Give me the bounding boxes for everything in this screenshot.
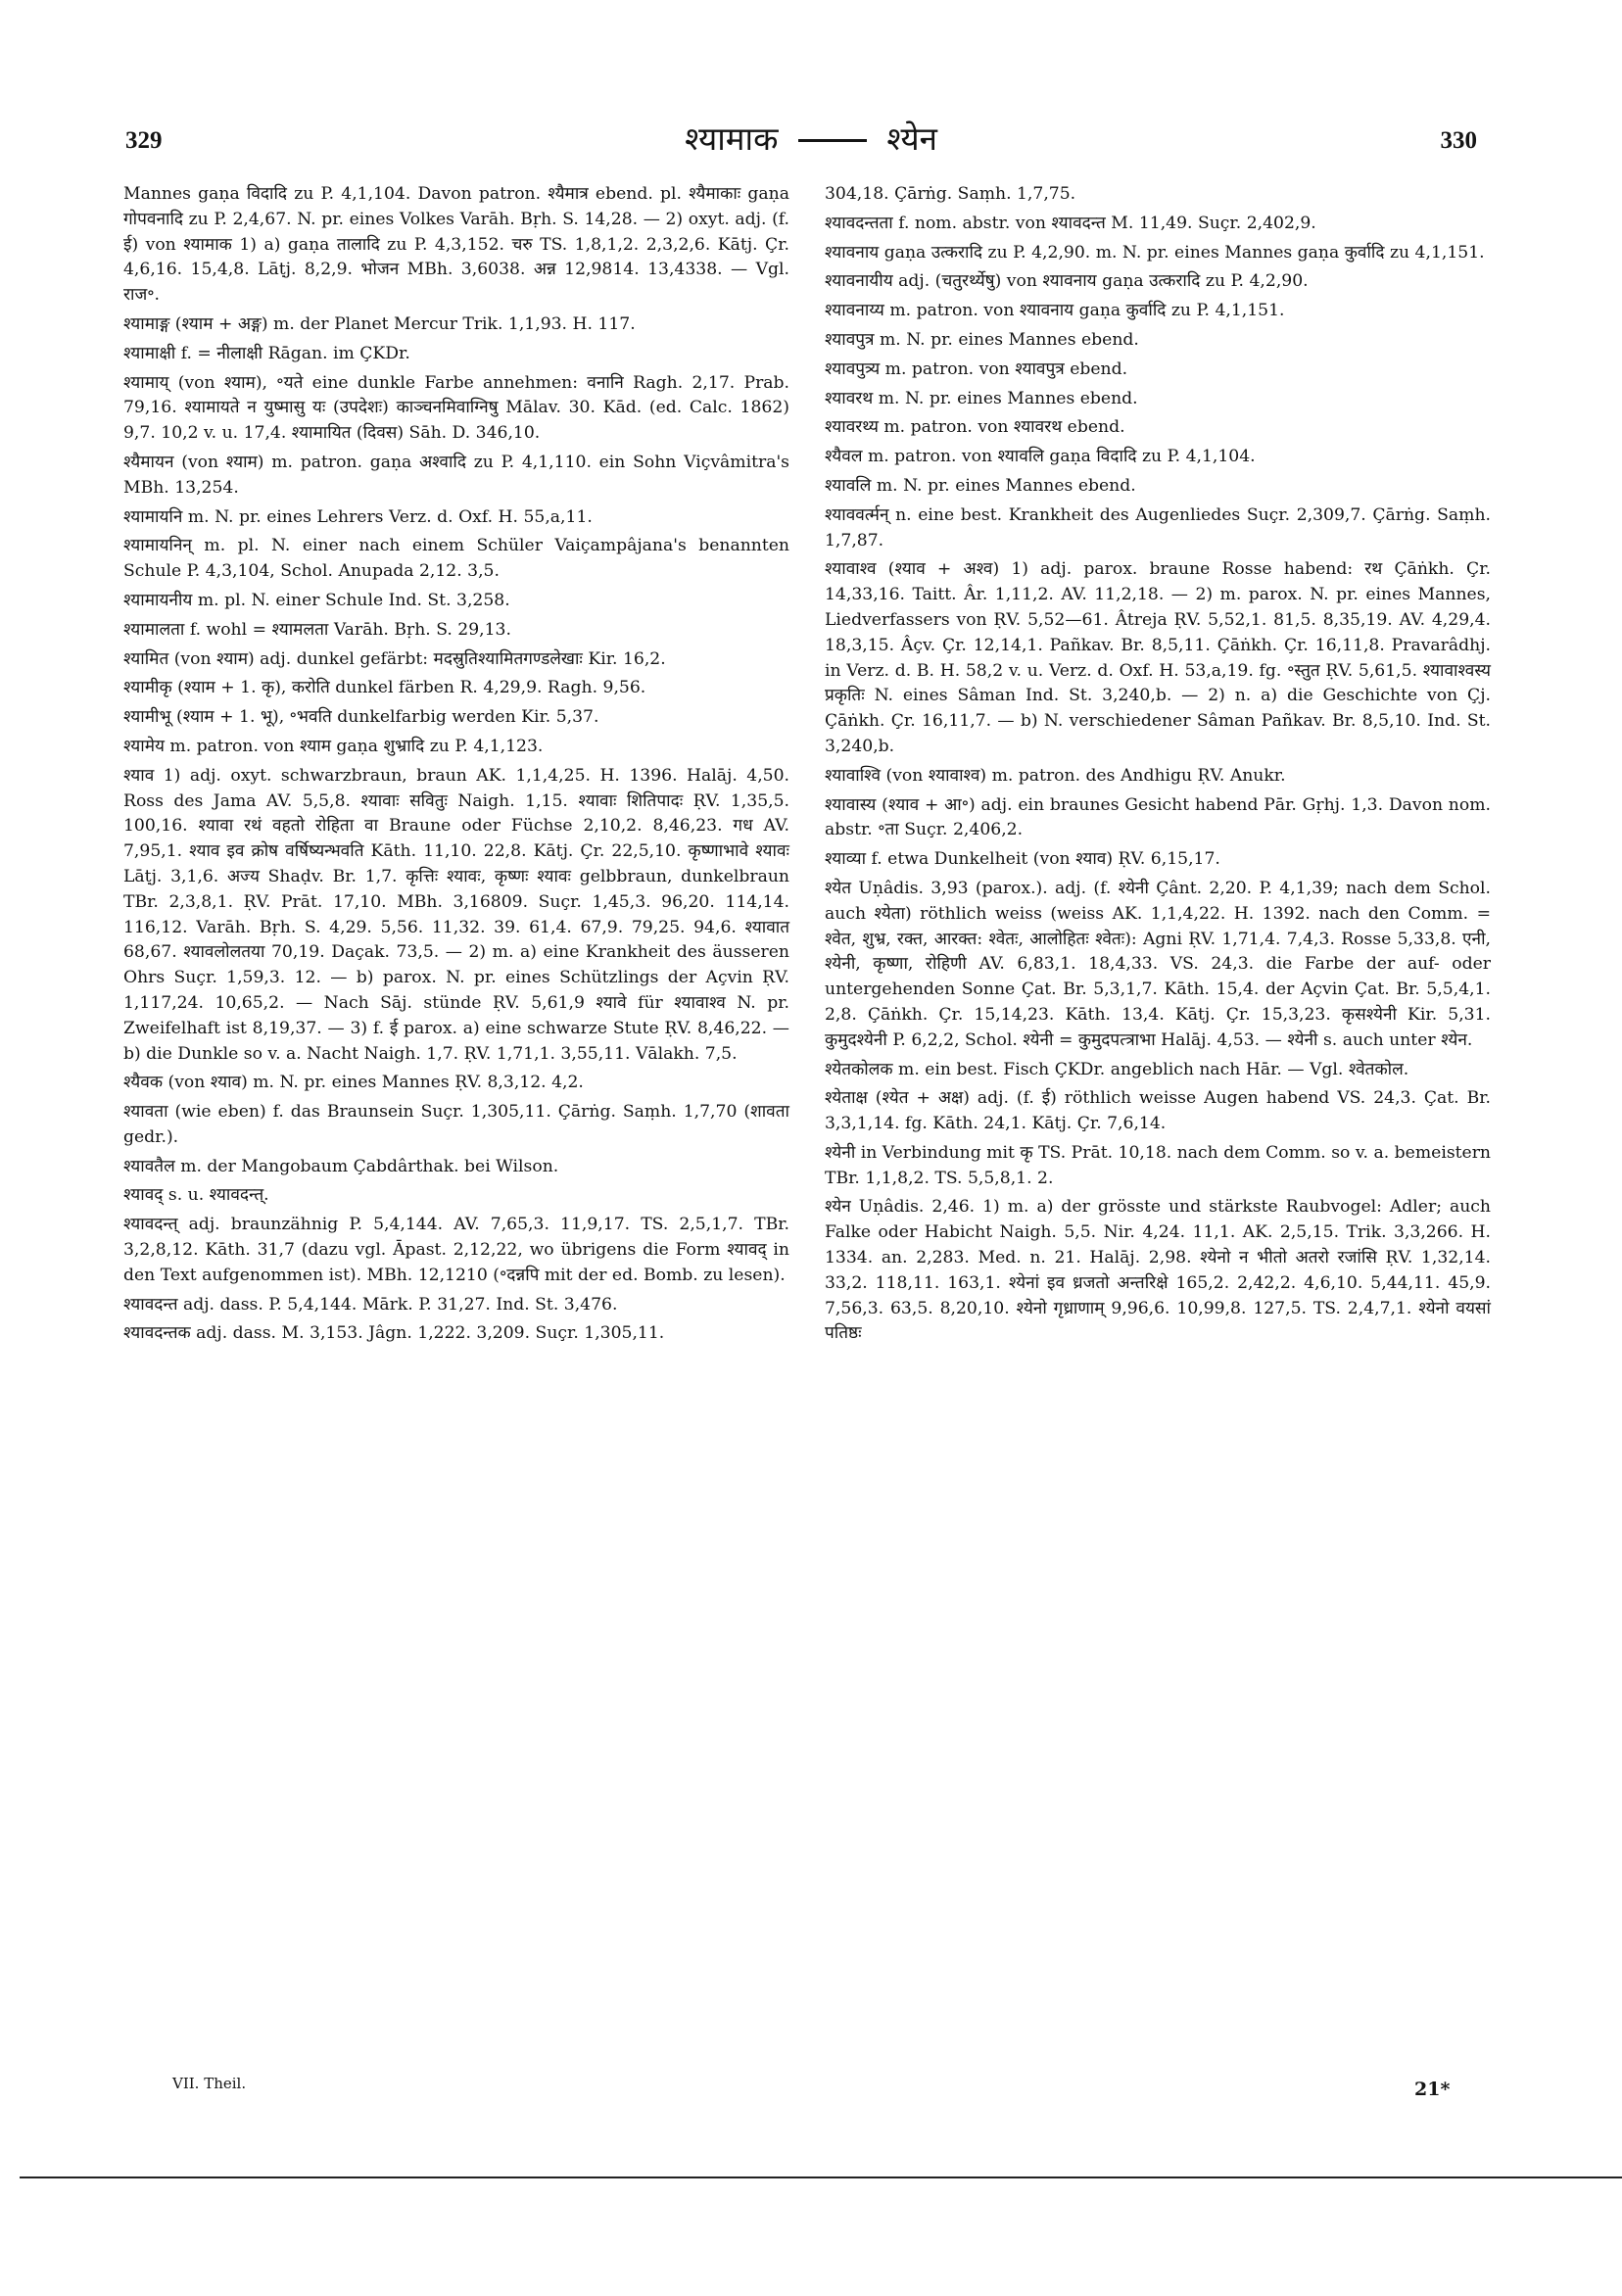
dictionary-entry: श्यामायनीय m. pl. N. einer Schule Ind. St. 3,258. xyxy=(123,590,510,610)
dictionary-entry: श्यावरथ्य m. patron. von श्यावरथ ebend. xyxy=(825,417,1125,438)
dictionary-entry: श्येनी in Verbindung mit कृ TS. Prāt. 10,18. nach dem Comm. so v. a. bemeistern TBr. 1,1,8,2. TS. 5,5,8,1. 2. xyxy=(825,1142,1491,1188)
dictionary-entry: श्यावनाय्य m. patron. von श्यावनाय gaṇa कुर्वादि zu P. 4,1,151. xyxy=(825,301,1285,321)
dictionary-entry: श्यामीकृ (श्याम + 1. कृ), करोति dunkel färben R. 4,29,9. Ragh. 9,56. xyxy=(123,678,646,698)
bottom-rule xyxy=(20,2176,1622,2178)
dictionary-entry: श्यावद् s. u. श्यावदन्त्. xyxy=(123,1185,269,1206)
dictionary-entry: श्यावास्य (श्याव + आ॰) adj. ein braunes Gesicht habend Pār. Gṛhj. 1,3. Davon nom. abstr. ॰ता Suçr. 2,406,2. xyxy=(825,794,1491,840)
dictionary-entry: श्यावपुत्र्य m. patron. von श्यावपुत्र ebend. xyxy=(825,359,1128,379)
running-header-left-word: श्यामाक xyxy=(685,120,779,158)
dictionary-entry: श्यावलि m. N. pr. eines Mannes ebend. xyxy=(825,475,1136,496)
sheet-mark: 21* xyxy=(1414,2079,1451,2100)
dictionary-entry: श्यैवल m. patron. von श्यावलि gaṇa विदादि zu P. 4,1,104. xyxy=(825,447,1256,467)
dictionary-entry: श्यावाश्व (श्याव + अश्व) 1) adj. parox. braune Rosse habend: रथ Çāṅkh. Çr. 14,33,16. Taitt. Âr. 1,11,2. AV. 11,2,18. — 2) m. parox. N. pr. eines Mannes, Liedverfassers von ṚV. 5,52—61. Âtreja ṚV. 5,52,1. 81,5. 8,35,19. AV. 4,29,4. 18,3,15. Âçv. Çr. 12,14,1. Pañkav. Br. 8,5,11. Çāṅkh. Çr. 16,11,8. Pravarâdhj. in Verz. d. B. H. 58,2 v. u. Verz. d. Oxf. H. 53,a,19. fg. ॰स्तुत ṚV. 5,61,5. श्यावाश्वस्य प्रकृतिः N. eines Sâman Ind. St. 3,240,b. — 2) n. a) die Geschichte von Çj. Çāṅkh. Çr. 16,11,7. — b) N. verschiedener Sâman Pañkav. Br. 8,5,10. Ind. St. 3,240,b. xyxy=(825,559,1491,756)
dictionary-entry: श्यावरथ m. N. pr. eines Mannes ebend. xyxy=(825,388,1138,408)
dictionary-entry: श्याव 1) adj. oxyt. schwarzbraun, braun AK. 1,1,4,25. H. 1396. Halāj. 4,50. Ross des Jama AV. 5,5,8. श्यावाः सवितुः Naigh. 1,15. श्यावाः शितिपादः ṚV. 1,35,5. 100,16. श्यावा रथं वहतो रोहिता वा Braune oder Füchse 2,10,2. 8,46,23. गध AV. 7,95,1. श्याव इव क्रोष वर्षिष्यन्भवति Kāth. 11,10. 22,8. Kātj. Çr. 22,5,10. कृष्णाभावे श्यावः Lāṭj. 3,1,6. अज्य Shaḍv. Br. 1,7. कृत्तिः श्यावः, कृष्णः श्यावः gelbbraun, dunkelbraun TBr. 2,3,8,1. ṚV. Prāt. 17,10. MBh. 3,16809. Suçr. 1,45,3. 96,20. 114,14. 116,12. Varāh. Bṛh. S. 4,29. 5,56. 11,32. 39. 61,4. 67,9. 79,25. 94,6. श्यावात 68,67. श्यावलोलतया 70,19. Daçak. 73,5. — 2) m. a) eine Krankheit des äusseren Ohrs Suçr. 1,59,3. 12. — b) parox. N. pr. eines Schützlings der Açvin ṚV. 1,117,24. 10,65,2. — Nach Sāj. stünde ṚV. 5,61,9 श्यावे für श्यावाश्व N. pr. Zweifelhaft ist 8,19,37. — 3) f. ई parox. a) eine schwarze Stute ṚV. 8,46,22. — b) die Dunkle so v. a. Nacht Naigh. 1,7. ṚV. 1,71,1. 3,55,11. Vālakh. 7,5. xyxy=(123,765,789,1064)
dictionary-entry: श्यामाय् (von श्याम), ॰यते eine dunkle Farbe annehmen: वनानि Ragh. 2,17. Prab. 79,16. श्यामायते न युष्मासु यः (उपदेशः) काञ्चनमिवाग्निषु Mālav. 30. Kād. (ed. Calc. 1862) 9,7. 10,2 v. u. 17,4. श्यामायित (दिवस) Sāh. D. 346,10. xyxy=(123,372,789,444)
dictionary-entry: श्यावदन्तक adj. dass. M. 3,153. Jâgn. 1,222. 3,209. Suçr. 1,305,11. xyxy=(123,1323,665,1344)
header-dash xyxy=(798,139,867,142)
running-header xyxy=(0,116,1622,160)
dictionary-entry: श्यामाक्षी f. = नीलाक्षी Rāgan. im ÇKDr. xyxy=(123,343,410,363)
dictionary-entry: श्येताक्ष (श्येत + अक्ष) adj. (f. ई) röthlich weisse Augen habend VS. 24,3. Çat. Br. 3,3,1,14. fg. Kāth. 24,1. Kātj. Çr. 7,6,14. xyxy=(825,1088,1491,1134)
dictionary-entry: श्यावतैल m. der Mangobaum Çabdârthak. bei Wilson. xyxy=(123,1156,559,1176)
dictionary-entry: श्यावनायीय adj. (चतुरर्थ्येषु) von श्यावनाय gaṇa उत्करादि zu P. 4,2,90. xyxy=(825,271,1309,292)
dictionary-entry: श्यामायनिन् m. pl. N. einer nach einem Schüler Vaiçampâjana's benannten Schule P. 4,3,104, Schol. Anupada 2,12. 3,5. xyxy=(123,536,789,582)
volume-signature: VII. Theil. xyxy=(172,2075,247,2092)
dictionary-entry: श्यामीभू (श्याम + 1. भू), ॰भवति dunkelfarbig werden Kir. 5,37. xyxy=(123,707,599,728)
dictionary-entry: Mannes gaṇa विदादि zu P. 4,1,104. Davon patron. श्यैमात्र ebend. pl. श्यैमाकाः gaṇa गोपवनादि zu P. 2,4,67. N. pr. eines Volkes Varāh. Bṛh. S. 14,28. — 2) oxyt. adj. (f. ई) von श्यामाक 1) a) gaṇa तालादि zu P. 4,3,152. चरु TS. 1,8,1,2. 2,3,2,6. Kātj. Çr. 4,6,16. 15,4,8. Lāṭj. 8,2,9. भोजन MBh. 3,6038. अन्न 12,9814. 13,4338. — Vgl. राज॰. xyxy=(123,184,789,306)
left-column xyxy=(123,182,789,1351)
dictionary-entry: श्यावदन्तता f. nom. abstr. von श्यावदन्त M. 11,49. Suçr. 2,402,9. xyxy=(825,213,1316,233)
dictionary-entry: श्यैमायन (von श्याम) m. patron. gaṇa अश्वादि zu P. 4,1,110. ein Sohn Viçvâmitra's MBh. 13,254. xyxy=(123,452,789,498)
dictionary-entry: श्यामित (von श्याम) adj. dunkel gefärbt: मदस्रुतिश्यामितगण्डलेखाः Kir. 16,2. xyxy=(123,648,666,669)
dictionary-entry: श्यावनाय gaṇa उत्करादि zu P. 4,2,90. m. N. pr. eines Mannes gaṇa कुर्वादि zu 4,1,151. xyxy=(825,242,1485,263)
dictionary-entry: श्यैवक (von श्याव) m. N. pr. eines Mannes ṚV. 8,3,12. 4,2. xyxy=(123,1073,584,1093)
page-number-left: 329 xyxy=(125,127,163,154)
dictionary-entry: श्याववर्त्मन् n. eine best. Krankheit des Augenliedes Suçr. 2,309,7. Çārṅg. Saṃh. 1,7,87. xyxy=(825,504,1491,550)
dictionary-entry: श्यावदन्त adj. dass. P. 5,4,144. Mārk. P. 31,27. Ind. St. 3,476. xyxy=(123,1294,618,1315)
dictionary-entry: श्यामायनि m. N. pr. eines Lehrers Verz. d. Oxf. H. 55,a,11. xyxy=(123,506,593,527)
dictionary-entry: श्यावपुत्र m. N. pr. eines Mannes ebend. xyxy=(825,329,1139,350)
dictionary-entry: श्याव्या f. etwa Dunkelheit (von श्याव) ṚV. 6,15,17. xyxy=(825,849,1220,870)
dictionary-entry: श्येतकोलक m. ein best. Fisch ÇKDr. angeblich nach Hār. — Vgl. श्वेतकोल. xyxy=(825,1059,1409,1079)
dictionary-entry: श्यावदन्त् adj. braunzähnig P. 5,4,144. AV. 7,65,3. 11,9,17. TS. 2,5,1,7. TBr. 3,2,8,12. Kāth. 31,7 (dazu vgl. Āpast. 2,12,22, wo übrigens die Form श्यावद् in den Text aufgenommen ist). MBh. 12,1210 (॰दन्नपि mit der ed. Bomb. zu lesen). xyxy=(123,1215,789,1285)
page-number-right: 330 xyxy=(1440,127,1477,154)
dictionary-entry: श्येत Uṇâdis. 3,93 (parox.). adj. (f. श्येनी Çânt. 2,20. P. 4,1,39; nach dem Schol. auch श्येता) röthlich weiss (weiss AK. 1,1,4,22. H. 1392. nach den Comm. = श्वेत, शुभ्र, रक्त, आरक्त: श्वेतः, आलोहितः श्वेतः): Agni ṚV. 1,71,4. 7,4,3. Rosse 5,33,8. एनी, श्येनी, कृष्णा, रोहिणी AV. 6,83,1. 18,4,33. VS. 24,3. die Farbe der auf- oder untergehenden Sonne Çat. Br. 5,3,1,7. Kāth. 15,4. der Açvin Çat. Br. 5,5,4,1. 2,8. Çāṅkh. Çr. 15,14,23. Kāth. 13,4. Kātj. Çr. 15,3,23. कृसश्येनी Kir. 5,31. कुमुदश्येनी P. 6,2,2, Schol. श्येनी = कुमुदपत्त्राभा Halāj. 4,53. — श्येनी s. auch unter श्येन. xyxy=(825,878,1491,1050)
dictionary-entry: श्यावाश्वि (von श्यावाश्व) m. patron. des Andhigu ṚV. Anukr. xyxy=(825,765,1286,786)
dictionary-entry: श्येन Uṇâdis. 2,46. 1) m. a) der grösste und stärkste Raubvogel: Adler; auch Falke oder Habicht Naigh. 5,5. Nir. 4,24. 11,1. AK. 2,5,15. Trik. 3,3,266. H. 1334. an. 2,283. Med. n. 21. Halāj. 2,98. श्येनो न भीतो अतरो रजांसि ṚV. 1,32,14. 33,2. 118,11. 163,1. श्येनां इव ध्रजतो अन्तरिक्षे 165,2. 2,42,2. 4,6,10. 5,44,11. 45,9. 7,56,3. 63,5. 8,20,10. श्येनो गृध्राणाम् 9,96,6. 10,99,8. 127,5. TS. 2,4,7,1. श्येनो वयसां पतिष्ठः xyxy=(825,1197,1491,1344)
dictionary-entry: श्यावता (wie eben) f. das Braunsein Suçr. 1,305,11. Çārṅg. Saṃh. 1,7,70 (शावता gedr.). xyxy=(123,1102,789,1147)
dictionary-entry: 304,18. Çārṅg. Saṃh. 1,7,75. xyxy=(825,184,1076,204)
dictionary-entry: श्यामाङ्ग (श्याम + अङ्ग) m. der Planet Mercur Trik. 1,1,93. H. 117. xyxy=(123,313,636,334)
right-column xyxy=(825,182,1491,1351)
running-header-right-word: श्येन xyxy=(886,120,937,158)
dictionary-entry: श्यामेय m. patron. von श्याम gaṇa शुभ्रादि zu P. 4,1,123. xyxy=(123,736,544,756)
dictionary-entry: श्यामालता f. wohl = श्यामलता Varāh. Bṛh. S. 29,13. xyxy=(123,619,511,640)
